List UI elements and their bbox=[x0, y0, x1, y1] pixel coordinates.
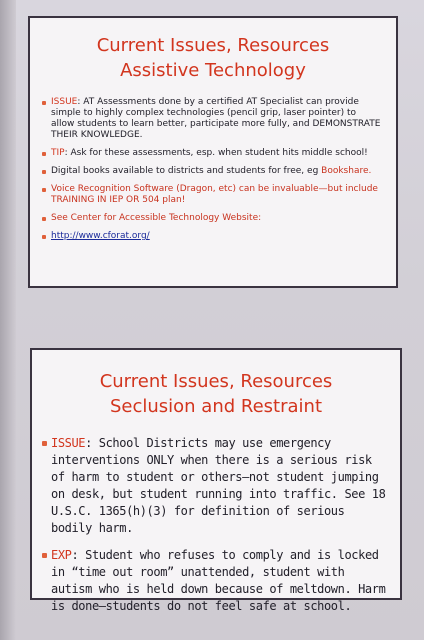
label-separator: : bbox=[77, 97, 81, 107]
list-item bbox=[42, 213, 382, 224]
bullet-icon bbox=[42, 170, 46, 174]
bookshare-highlight: Bookshare. bbox=[321, 166, 372, 176]
tip-label: TIP bbox=[51, 148, 65, 158]
item-text: AT Assessments done by a certified AT Specialist can provide simple to highly complex technologies (pencil grip, laser pointer) to allow students to learn better, participate more fully, and DEMONSTRATE THEIR KNOWLEDGE. bbox=[51, 97, 381, 140]
bullet-icon bbox=[42, 152, 46, 156]
item-text: Digital books available to districts and students for free, eg bbox=[51, 166, 319, 176]
slide-title bbox=[32, 369, 400, 419]
bullet-icon bbox=[42, 101, 46, 105]
issue-label: ISSUE bbox=[51, 97, 78, 107]
item-text: School Districts may use emergency interventions ONLY when there is a serious risk of harm to student or others—not student jumping on desk, but student running into traffic. See 18 U.S.C. 1365(h)(3) for definition of serious bodily harm. bbox=[51, 436, 386, 535]
list-item bbox=[42, 231, 382, 242]
slide-title-line1: Current Issues, Resources bbox=[99, 371, 333, 392]
slide-title-line1: Current Issues, Resources bbox=[96, 35, 330, 56]
slide-assistive-technology bbox=[28, 16, 398, 288]
list-item bbox=[42, 166, 382, 177]
bullet-list bbox=[42, 97, 382, 242]
bullet-icon bbox=[42, 217, 46, 221]
list-item bbox=[42, 148, 382, 159]
bullet-icon bbox=[42, 441, 47, 446]
bullet-icon bbox=[42, 235, 46, 239]
item-text: Ask for these assessments, esp. when student hits middle school! bbox=[70, 148, 368, 158]
list-item bbox=[42, 97, 382, 141]
label-separator: : bbox=[71, 548, 79, 562]
bullet-icon bbox=[42, 188, 46, 192]
list-item bbox=[42, 435, 390, 537]
bullet-icon bbox=[42, 553, 47, 558]
list-item bbox=[42, 184, 382, 206]
cforat-link[interactable]: http://www.cforat.org/ bbox=[51, 231, 150, 241]
bullet-list bbox=[42, 435, 390, 615]
slide-title-line2: Seclusion and Restraint bbox=[109, 396, 323, 417]
slide-title bbox=[30, 33, 396, 83]
label-separator: : bbox=[64, 148, 68, 158]
slide-seclusion-restraint bbox=[30, 348, 402, 613]
issue-label: ISSUE bbox=[51, 436, 86, 450]
slide-title-line2: Assistive Technology bbox=[120, 60, 306, 81]
label-separator: : bbox=[85, 436, 92, 450]
item-text: Voice Recognition Software (Dragon, etc) can be invaluable—but include TRAINING IN IEP OR 504 plan! bbox=[51, 184, 378, 205]
page-edge bbox=[0, 0, 16, 640]
list-item bbox=[42, 547, 390, 615]
item-text: Student who refuses to comply and is locked in “time out room” unattended, student with autism who is held down because of meltdown. Harm is done—students do not feel safe at school. bbox=[51, 548, 386, 613]
exp-label: EXP bbox=[51, 548, 72, 562]
item-text: See Center for Accessible Technology Website: bbox=[51, 213, 262, 223]
